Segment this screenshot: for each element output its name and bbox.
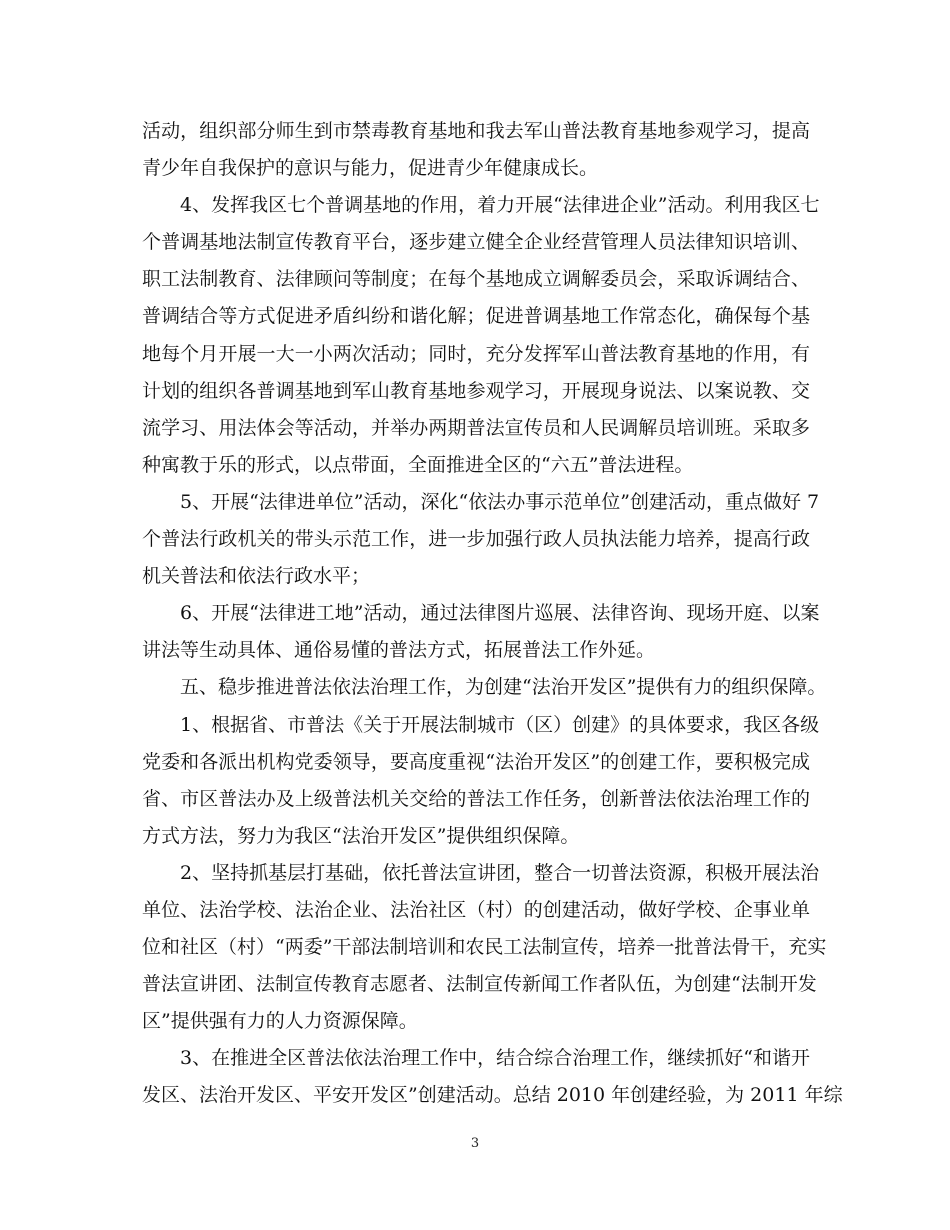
section-heading-line: 五、稳步推进普法依法治理工作，为创建“法治开发区”提供有力的组织保障。 — [180, 676, 827, 699]
text-line: 种寓教于乐的形式，以点带面，全面推进全区的“六五”普法进程。 — [142, 453, 694, 476]
text-line: 计划的组织各普调基地到军山教育基地参观学习，开展现身说法、以案说教、交 — [142, 379, 810, 402]
page-number: 3 — [470, 1136, 480, 1151]
text-line: 流学习、用法体会等活动，并举办两期普法宣传员和人民调解员培训班。采取多 — [142, 416, 810, 439]
text-line: 省、市区普法办及上级普法机关交给的普法工作任务，创新普法依法治理工作的 — [142, 787, 810, 810]
text-line: 职工法制教育、法律顾问等制度；在每个基地成立调解委员会，采取诉调结合、 — [142, 268, 810, 291]
text-line: 活动，组织部分师生到市禁毒教育基地和我去军山普法教育基地参观学习，提高 — [142, 120, 810, 142]
body-text — [142, 113, 843, 1115]
text-line: 机关普法和依法行政水平； — [142, 565, 371, 588]
paragraph-start-line: 1、根据省、市普法《关于开展法制城市（区）创建》的具体要求，我区各级 — [180, 713, 820, 736]
text-line: 讲法等生动具体、通俗易懂的普法方式，拓展普法工作外延。 — [142, 639, 656, 662]
text-line: 方式方法，努力为我区“法治开发区”提供组织保障。 — [142, 824, 580, 847]
text-line: 个普调基地法制宣传教育平台，逐步建立健全企业经营管理人员法律知识培训、 — [142, 231, 810, 254]
text-line: 普调结合等方式促进矛盾纠纷和谐化解；促进普调基地工作常态化，确保每个基 — [142, 305, 810, 328]
text-line: 单位、法治学校、法治企业、法治社区（村）的创建活动，做好学校、企事业单 — [142, 898, 810, 921]
text-line: 发区、法治开发区、平安开发区”创建活动。总结 2010 年创建经验，为 2011 年综 — [142, 1084, 843, 1107]
paragraph-start-line: 6、开展“法律进工地”活动，通过法律图片巡展、法律咨询、现场开庭、以案 — [180, 602, 820, 625]
text-line: 位和社区（村）“两委”干部法制培训和农民工法制宣传，培养一批普法骨干，充实 — [142, 936, 827, 959]
paragraph-start-line: 4、发挥我区七个普调基地的作用，着力开展“法律进企业”活动。利用我区七 — [180, 194, 820, 217]
paragraph-start-line: 3、在推进全区普法依法治理工作中，结合综合治理工作，继续抓好“和谐开 — [180, 1047, 810, 1070]
paragraph-start-line: 5、开展“法律进单位”活动，深化“依法办事示范单位”创建活动，重点做好 7 — [180, 490, 820, 513]
paragraph-start-line: 2、坚持抓基层打基础，依托普法宣讲团，整合一切普法资源，积极开展法治 — [180, 861, 820, 884]
text-line: 青少年自我保护的意识与能力，促进青少年健康成长。 — [142, 157, 599, 180]
text-line: 地每个月开展一大一小两次活动；同时，充分发挥军山普法教育基地的作用，有 — [142, 342, 810, 365]
text-line: 普法宣讲团、法制宣传教育志愿者、法制宣传新闻工作者队伍，为创建“法制开发 — [142, 973, 817, 996]
text-line: 个普法行政机关的带头示范工作，进一步加强行政人员执法能力培养，提高行政 — [142, 528, 810, 551]
text-line: 党委和各派出机构党委领导，要高度重视“法治开发区”的创建工作，要积极完成 — [142, 750, 810, 773]
text-line: 区”提供强有力的人力资源保障。 — [142, 1010, 418, 1033]
